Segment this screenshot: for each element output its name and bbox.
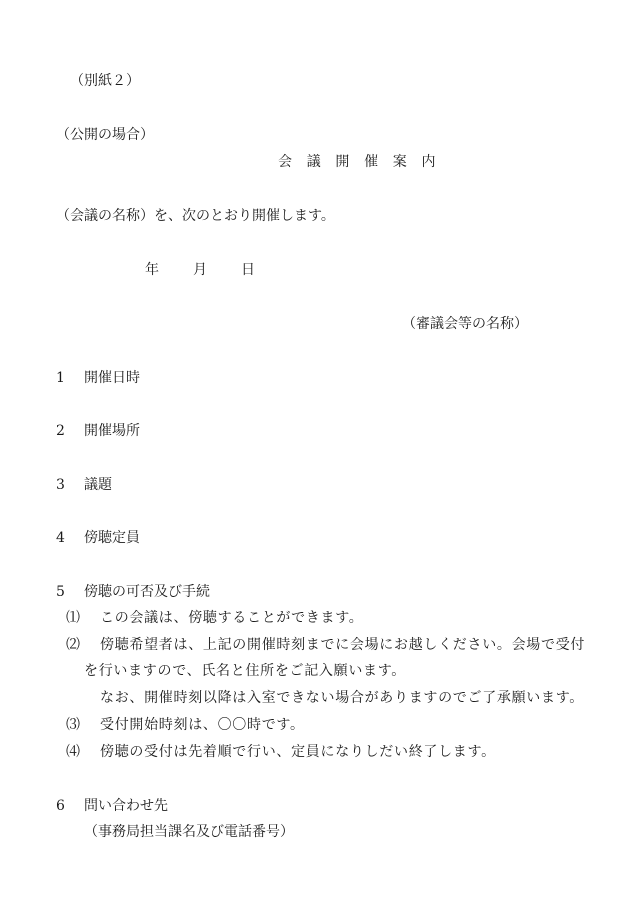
section-label: 傍聴の可否及び手続 [84,584,210,600]
contact-info: （事務局担当課名及び電話番号） [84,824,294,840]
section-label: 開催場所 [84,423,140,439]
section-number: 4 [56,530,65,546]
case-label: （公開の場合） [56,127,154,143]
procedure-marker: ⑴ [66,610,81,626]
attachment-label: （別紙２） [70,73,140,89]
section-number: 3 [56,477,65,493]
procedure-text: 受付開始時刻は、〇〇時です。 [100,717,305,733]
section-6 [56,797,168,815]
procedure-item-2-continuation: を行いますので、氏名と住所をご記入願います。 [84,663,406,679]
date-year: 年 [145,262,159,278]
procedure-marker: ⑶ [66,717,81,733]
date-day: 日 [241,262,255,278]
procedure-marker: ⑷ [66,744,81,760]
section-2 [56,422,140,440]
section-3 [56,476,112,494]
procedure-item-3 [66,716,305,734]
section-number: 1 [56,370,65,386]
section-label: 開催日時 [84,370,140,386]
procedure-text: この会議は、傍聴することができます。 [100,610,364,626]
procedure-item-2 [66,636,585,654]
date-month: 月 [193,262,207,278]
section-4 [56,529,140,547]
section-1 [56,369,140,387]
procedure-item-4 [66,743,496,761]
organizer-name: （審議会等の名称） [402,316,528,332]
intro-text: （会議の名称）を、次のとおり開催します。 [56,208,335,224]
procedure-text: 傍聴希望者は、上記の開催時刻までに会場にお越しください。会場で受付 [100,637,586,653]
section-number: 6 [56,798,65,814]
procedure-item-2-note: なお、開催時刻以降は入室できない場合がありますのでご了承願います。 [100,690,584,706]
section-label: 傍聴定員 [84,530,140,546]
section-number: 5 [56,584,65,600]
section-number: 2 [56,423,65,439]
section-label: 問い合わせ先 [84,798,168,814]
section-5 [56,583,210,601]
section-label: 議題 [84,477,112,493]
date-line [145,261,255,279]
document-title: 会議開催案内 [278,154,451,170]
procedure-item-1 [66,609,363,627]
procedure-marker: ⑵ [66,637,81,653]
procedure-text: 傍聴の受付は先着順で行い、定員になりしだい終了します。 [100,744,496,760]
